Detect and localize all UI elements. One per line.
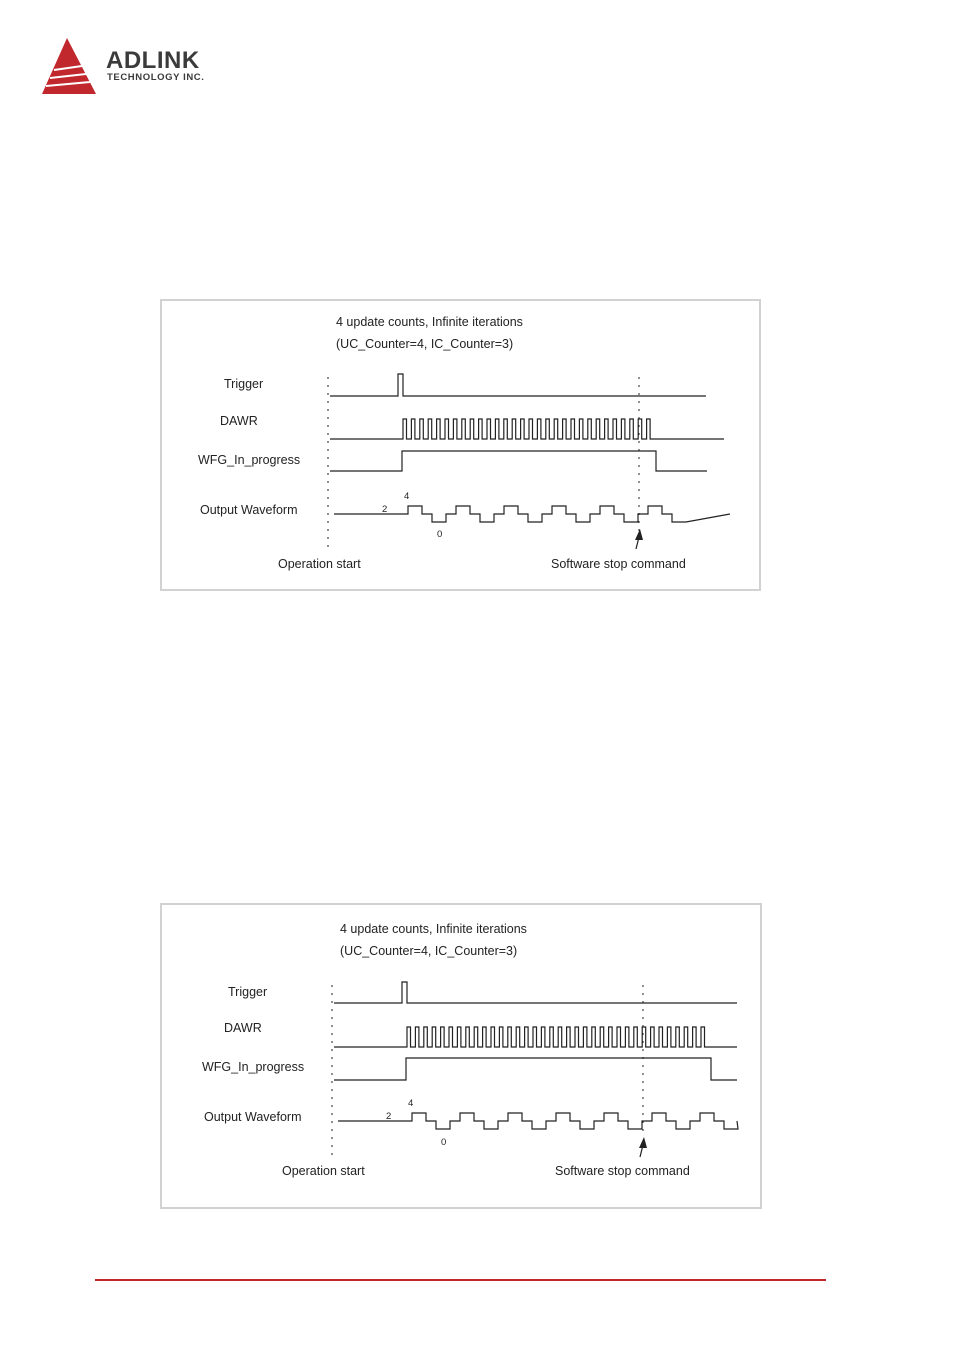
fig1-level-0: 0 [437,529,443,540]
fig1-output-signal [334,506,730,522]
fig2-level-2: 2 [386,1111,392,1122]
fig1-dawr-signal [330,419,724,439]
fig2-label-output: Output Waveform [204,1110,302,1124]
fig1-label-output: Output Waveform [200,503,298,517]
fig1-level-2: 2 [382,504,388,515]
fig1-title-line2: (UC_Counter=4, IC_Counter=3) [336,337,514,351]
fig1-label-dawr: DAWR [220,414,258,428]
fig2-trigger-signal [334,982,737,1003]
fig1-level-4: 4 [404,491,410,502]
timing-diagram-2-svg [162,905,760,1207]
footer-rule [95,1279,826,1281]
fig1-trigger-signal [330,374,706,396]
fig2-label-dawr: DAWR [224,1021,262,1035]
fig2-operation-start: Operation start [282,1164,365,1178]
fig1-label-wfg: WFG_In_progress [198,453,301,467]
fig2-level-0: 0 [441,1137,447,1148]
logo-triangle-icon [40,36,104,100]
fig1-label-trigger: Trigger [224,377,264,391]
fig1-title-line1: 4 update counts, Infinite iterations [336,315,523,329]
brand-name: ADLINK [106,47,200,74]
fig2-stop-arrow-head [639,1137,647,1148]
brand-subtitle: TECHNOLOGY INC. [107,72,205,83]
adlink-logo [40,36,240,100]
fig2-wfg-signal [334,1058,737,1080]
timing-diagram-2 [160,903,762,1209]
fig1-software-stop: Software stop command [551,557,686,571]
fig1-operation-start: Operation start [278,557,361,571]
fig2-dawr-signal [334,1027,737,1047]
fig2-software-stop: Software stop command [555,1164,690,1178]
fig2-label-trigger: Trigger [228,985,268,999]
fig1-wfg-signal [330,451,707,471]
fig2-title-line2: (UC_Counter=4, IC_Counter=3) [340,944,518,958]
fig2-output-signal [338,1113,738,1129]
fig2-title-line1: 4 update counts, Infinite iterations [340,922,527,936]
fig2-level-4: 4 [408,1098,414,1109]
timing-diagram-1 [160,299,761,591]
timing-diagram-1-svg [162,301,759,589]
fig2-label-wfg: WFG_In_progress [202,1060,305,1074]
